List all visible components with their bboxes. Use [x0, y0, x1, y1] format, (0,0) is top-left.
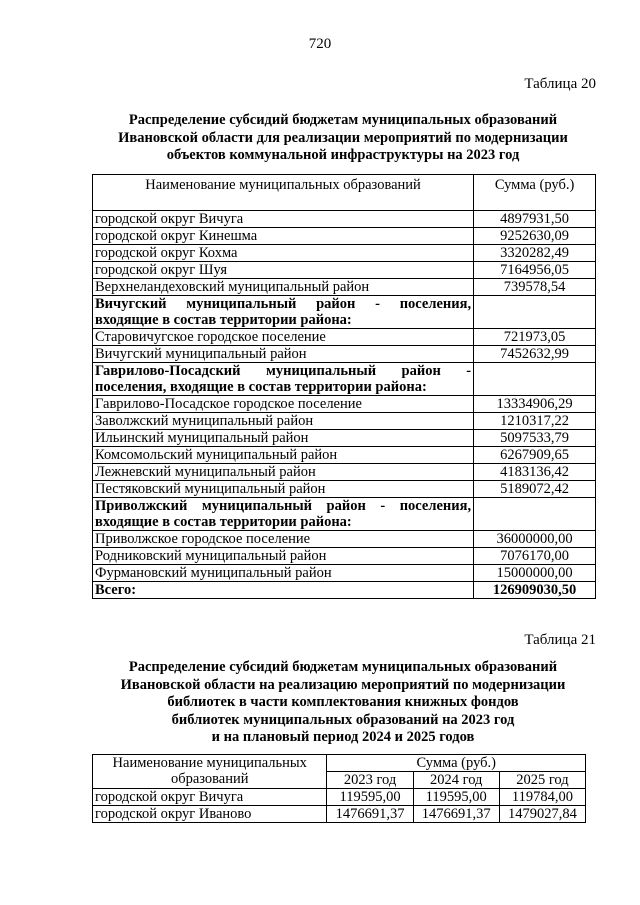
subsidy-amount: 4183136,42: [474, 464, 596, 481]
table-20-title: [90, 112, 596, 165]
municipality-name: Ильинский муниципальный район: [93, 430, 474, 447]
column-header-name: Наименование муниципальных образований: [93, 175, 474, 211]
municipality-name: Вичугский муниципальный район: [93, 346, 474, 363]
table-row: [93, 430, 596, 447]
column-header-name-line: образований: [170, 771, 249, 787]
table-20-title-line: объектов коммунальной инфраструктуры на 2023 год: [166, 147, 520, 163]
subsidy-table-2023: [92, 174, 596, 599]
subsidy-amount: 15000000,00: [474, 565, 596, 582]
amount-2025: 119784,00: [499, 789, 585, 806]
table-row: [93, 211, 596, 228]
municipality-name: городской округ Вичуга: [93, 789, 327, 806]
subsidy-amount: 3320282,49: [474, 245, 596, 262]
subsidy-amount: 5097533,79: [474, 430, 596, 447]
table-21-title: [90, 659, 596, 747]
table-group-row: [93, 363, 596, 396]
amount-2024: 1476691,37: [413, 806, 499, 823]
column-header-year: 2023 год: [327, 772, 413, 789]
subsidy-amount: 7164956,05: [474, 262, 596, 279]
municipality-name: городской округ Вичуга: [93, 211, 474, 228]
amount-2023: 1476691,37: [327, 806, 413, 823]
library-subsidy-table: [92, 754, 586, 823]
amount-2025: 1479027,84: [499, 806, 585, 823]
table-row: [93, 481, 596, 498]
table-row: [93, 531, 596, 548]
table-row: [93, 396, 596, 413]
table-row: [93, 447, 596, 464]
table-row: [93, 548, 596, 565]
table-row: [93, 789, 586, 806]
municipality-name: Заволжский муниципальный район: [93, 413, 474, 430]
subsidy-amount: 13334906,29: [474, 396, 596, 413]
total-label: Всего:: [93, 582, 474, 599]
table-header-row: [93, 755, 586, 772]
municipality-name: Пестяковский муниципальный район: [93, 481, 474, 498]
subsidy-amount: 5189072,42: [474, 481, 596, 498]
table-row: [93, 329, 596, 346]
district-group-name: Гаврилово-Посадский муниципальный район - поселения, входящие в состав территории района:: [93, 363, 474, 396]
subsidy-amount: 7452632,99: [474, 346, 596, 363]
table-21-title-line: библиотек муниципальных образований на 2023 год: [171, 711, 515, 728]
subsidy-amount: [474, 363, 596, 396]
subsidy-amount: [474, 498, 596, 531]
subsidy-amount: 1210317,22: [474, 413, 596, 430]
municipality-name: городской округ Кохма: [93, 245, 474, 262]
table-header-row: [93, 175, 596, 211]
amount-2024: 119595,00: [413, 789, 499, 806]
table-row: [93, 228, 596, 245]
subsidy-amount: [474, 296, 596, 329]
municipality-name: городской округ Шуя: [93, 262, 474, 279]
subsidy-amount: 4897931,50: [474, 211, 596, 228]
amount-2023: 119595,00: [327, 789, 413, 806]
municipality-name: Верхнеландеховский муниципальный район: [93, 279, 474, 296]
table-20-label: Таблица 20: [524, 76, 596, 92]
municipality-name: Лежневский муниципальный район: [93, 464, 474, 481]
column-header-sum: Сумма (руб.): [474, 175, 596, 211]
table-row: [93, 245, 596, 262]
table-row: [93, 413, 596, 430]
subsidy-amount: 739578,54: [474, 279, 596, 296]
municipality-name: городской округ Иваново: [93, 806, 327, 823]
table-20-title-line: Распределение субсидий бюджетам муниципальных образований: [128, 112, 558, 128]
table-21-title-line: и на плановый период 2024 и 2025 годов: [211, 729, 475, 745]
column-header-name: [93, 755, 327, 789]
table-row: [93, 262, 596, 279]
district-group-name: Приволжский муниципальный район - поселения, входящие в состав территории района:: [93, 498, 474, 531]
municipality-name: Комсомольский муниципальный район: [93, 447, 474, 464]
page-number: 720: [308, 36, 332, 52]
table-group-row: [93, 498, 596, 531]
district-group-name: Вичугский муниципальный район - поселения, входящие в состав территории района:: [93, 296, 474, 329]
table-row: [93, 279, 596, 296]
table-group-row: [93, 296, 596, 329]
municipality-name: Старовичугское городское поселение: [93, 329, 474, 346]
total-amount: 126909030,50: [474, 582, 596, 599]
table-row: [93, 806, 586, 823]
column-header-name-line: Наименование муниципальных: [112, 755, 307, 771]
subsidy-amount: 36000000,00: [474, 531, 596, 548]
table-21-title-line: Ивановской области на реализацию мероприятий по модернизации: [120, 676, 566, 693]
municipality-name: Приволжское городское поселение: [93, 531, 474, 548]
municipality-name: Фурмановский муниципальный район: [93, 565, 474, 582]
subsidy-amount: 6267909,65: [474, 447, 596, 464]
total-row: [93, 582, 596, 599]
subsidy-amount: 7076170,00: [474, 548, 596, 565]
municipality-name: городской округ Кинешма: [93, 228, 474, 245]
municipality-name: Гаврилово-Посадское городское поселение: [93, 396, 474, 413]
table-21-title-line: библиотек в части комплектования книжных фондов: [167, 694, 519, 710]
column-header-year: 2024 год: [413, 772, 499, 789]
subsidy-amount: 721973,05: [474, 329, 596, 346]
table-20-title-line: Ивановской области для реализации мероприятий по модернизации: [118, 129, 568, 146]
column-header-year: 2025 год: [499, 772, 585, 789]
subsidy-amount: 9252630,09: [474, 228, 596, 245]
table-21-label: Таблица 21: [524, 632, 596, 648]
table-21-title-line: Распределение субсидий бюджетам муниципальных образований: [128, 659, 558, 675]
table-row: [93, 464, 596, 481]
table-row: [93, 565, 596, 582]
column-header-sum: Сумма (руб.): [327, 755, 586, 772]
municipality-name: Родниковский муниципальный район: [93, 548, 474, 565]
table-row: [93, 346, 596, 363]
